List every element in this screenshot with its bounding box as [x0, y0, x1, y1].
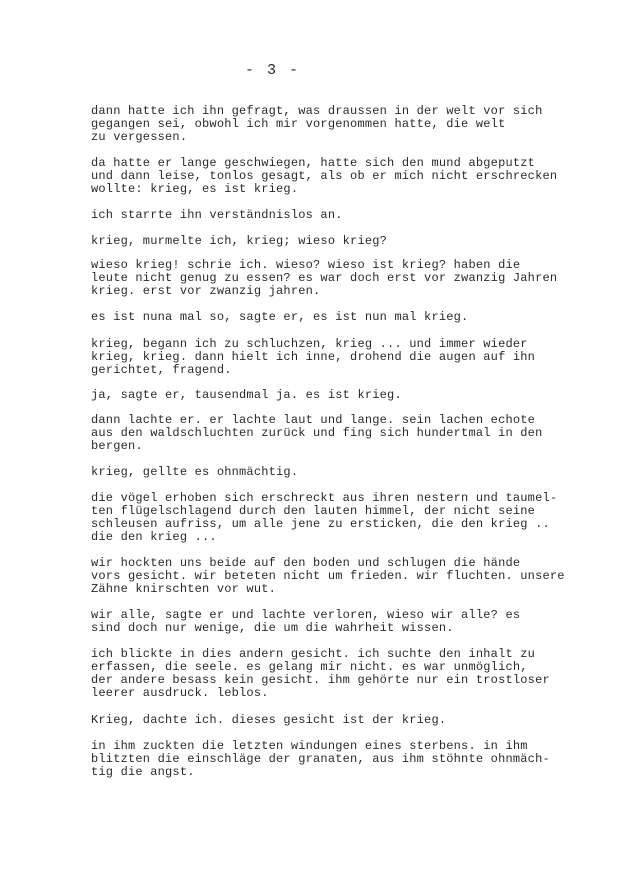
paragraph: die vögel erhoben sich erschreckt aus ihren nestern und taumel- ten flügelschlagend durch den lauten himmel, der nicht seine schleusen aufriss, um alle jene zu ersticken, die den krieg .. die den krieg ...: [91, 491, 558, 544]
paragraph: dann hatte ich ihn gefragt, was draussen in der welt vor sich gegangen sei, obwohl ich mir vorgenommen hatte, die welt zu vergessen.: [91, 104, 543, 144]
paragraph: krieg, murmelte ich, krieg; wieso krieg?: [91, 234, 388, 248]
paragraph: dann lachte er. er lachte laut und lange. sein lachen echote aus den waldschluchten zurück und fing sich hundertmal in den bergen.: [91, 413, 543, 453]
paragraph: wieso krieg! schrie ich. wieso? wieso ist krieg? haben die leute nicht genug zu essen? es war doch erst vor zwanzig Jahren krieg. erst vor zwanzig jahren.: [91, 258, 558, 298]
page-number: - 3 -: [245, 62, 301, 79]
paragraph: es ist nuna mal so, sagte er, es ist nun mal krieg.: [91, 310, 469, 324]
paragraph: ja, sagte er, tausendmal ja. es ist krieg.: [91, 388, 402, 402]
paragraph: wir alle, sagte er und lachte verloren, wieso wir alle? es sind doch nur wenige, die um die wahrheit wissen.: [91, 608, 521, 635]
paragraph: krieg, begann ich zu schluchzen, krieg ... und immer wieder krieg, krieg. dann hielt ich inne, drohend die augen auf ihn gerichtet, fragend.: [91, 337, 536, 377]
paragraph: ich starrte ihn verständnislos an.: [91, 208, 343, 222]
paragraph: da hatte er lange geschwiegen, hatte sich den mund abgeputzt und dann leise, tonlos gesagt, als ob er mich nicht erschrecken wollte: krieg, es ist krieg.: [91, 156, 558, 196]
paragraph: ich blickte in dies andern gesicht. ich suchte den inhalt zu erfassen, die seele. es gelang mir nicht. es war unmöglich, der andere besass kein gesicht. ihm gehörte nur ein trostloser leerer ausdruck. leblos.: [91, 647, 550, 700]
paragraph: Krieg, dachte ich. dieses gesicht ist der krieg.: [91, 713, 447, 727]
paragraph: krieg, gellte es ohnmächtig.: [91, 465, 299, 479]
paragraph: in ihm zuckten die letzten windungen eines sterbens. in ihm blitzten die einschläge der granaten, aus ihm stöhnte ohnmäch- tig die angst.: [91, 739, 550, 779]
paragraph: wir hockten uns beide auf den boden und schlugen die hände vors gesicht. wir beteten nicht um frieden. wir fluchten. unsere Zähne knirschten vor wut.: [91, 556, 565, 596]
